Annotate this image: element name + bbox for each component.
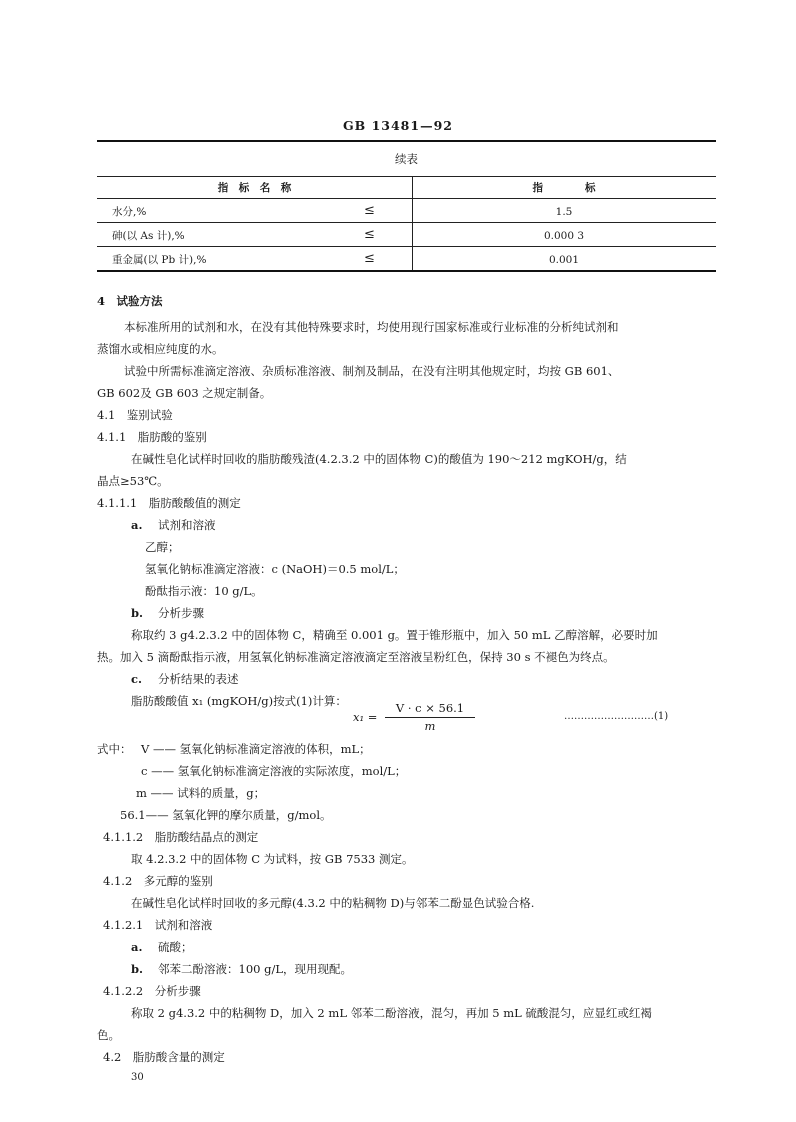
table-bottom-rule xyxy=(97,270,716,272)
item-title: 分析结果的表述 xyxy=(158,672,239,686)
section-4-1-2-1-heading: 4.1.2.1 试剂和溶液 xyxy=(103,918,213,932)
row-1-value: 1.5 xyxy=(555,206,573,218)
section-4-1-2-heading: 4.1.2 多元醇的鉴别 xyxy=(103,874,213,888)
variable-definition: c —— 氢氧化钠标准滴定溶液的实际浓度，mol/L； xyxy=(141,764,407,778)
paragraph-text: 称取约 3 g4.2.3.2 中的固体物 C，精确至 0.001 g。置于锥形瓶中，加入 50 mL 乙醇溶解，必要时加 xyxy=(131,628,658,642)
formula-denominator: m xyxy=(424,719,436,733)
row-2-name: 砷(以 As 计),% xyxy=(112,230,185,242)
table-caption: 续表 xyxy=(395,152,418,166)
variable-definition: V —— 氢氧化钠标准滴定溶液的体积，mL； xyxy=(141,742,371,756)
section-4-1-1-2-heading: 4.1.1.2 脂肪酸结晶点的测定 xyxy=(103,830,259,844)
table-row-rule xyxy=(97,222,716,223)
table-top-rule xyxy=(97,140,716,142)
column-header-name: 指 标 名 称 xyxy=(217,182,292,194)
section-4-1-2-2-heading: 4.1.2.2 分析步骤 xyxy=(103,984,201,998)
item-label-a: a. xyxy=(131,940,143,954)
paragraph-text: 在碱性皂化试样时回收的脂肪酸残渣(4.2.3.2 中的固体物 C)的酸值为 190～212 mgKOH/g，结 xyxy=(131,452,627,466)
section-4-heading: 4 试验方法 xyxy=(97,294,163,308)
standard-code-header: GB 13481—92 xyxy=(343,118,453,133)
paragraph-text: 取 4.2.3.2 中的固体物 C 为试料，按 GB 7533 测定。 xyxy=(131,852,414,866)
table-row-rule xyxy=(97,198,716,199)
row-3-value: 0.001 xyxy=(548,254,580,266)
paragraph-text: GB 602及 GB 603 之规定制备。 xyxy=(97,386,272,400)
variable-definition: m —— 试料的质量，g； xyxy=(136,786,266,800)
table-row-rule xyxy=(97,246,716,247)
row-3-name: 重金属(以 Pb 计),% xyxy=(112,254,207,266)
section-4-1-1-1-heading: 4.1.1.1 脂肪酸酸值的测定 xyxy=(97,496,241,510)
item-label-a: a. xyxy=(131,518,143,532)
paragraph-text: 称取 2 g4.3.2 中的粘稠物 D，加入 2 mL 邻苯二酚溶液，混匀，再加 5 mL 硫酸混匀，应显红或红褐 xyxy=(131,1006,652,1020)
paragraph-text: 热。加入 5 滴酚酞指示液，用氢氧化钠标准滴定溶液滴定至溶液呈粉红色，保持 30 s 不褪色为终点。 xyxy=(97,650,615,664)
paragraph-text: 脂肪酸酸值 x₁ (mgKOH/g)按式(1)计算： xyxy=(131,694,347,708)
item-label-c: c. xyxy=(131,672,143,686)
item-label-b: b. xyxy=(131,962,144,976)
formula-fraction-line xyxy=(385,717,475,718)
row-1-operator: ≤ xyxy=(364,203,375,218)
where-intro: 式中： xyxy=(97,742,132,756)
row-2-operator: ≤ xyxy=(364,227,375,242)
item-title: 分析步骤 xyxy=(158,606,204,620)
paragraph-text: 蒸馏水或相应纯度的水。 xyxy=(97,342,224,356)
row-3-operator: ≤ xyxy=(364,251,375,266)
section-4-1-1-heading: 4.1.1 脂肪酸的鉴别 xyxy=(97,430,207,444)
list-item: 邻苯二酚溶液：100 g/L，现用现配。 xyxy=(158,962,352,976)
reagent-item: 酚酞指示液：10 g/L。 xyxy=(145,584,263,598)
row-2-value: 0.000 3 xyxy=(543,230,585,242)
reagent-item: 氢氧化钠标准滴定溶液：c (NaOH)＝0.5 mol/L； xyxy=(145,562,405,576)
formula-numerator: V · c × 56.1 xyxy=(395,701,465,715)
section-4-1-heading: 4.1 鉴别试验 xyxy=(97,408,173,422)
item-label-b: b. xyxy=(131,606,144,620)
paragraph-text: 晶点≥53℃。 xyxy=(97,474,169,488)
table-header-rule xyxy=(97,176,716,177)
formula-number: ………………………(1) xyxy=(564,711,669,722)
paragraph-text: 本标准所用的试剂和水，在没有其他特殊要求时，均使用现行国家标准或行业标准的分析纯试剂和 xyxy=(124,320,619,334)
paragraph-text: 试验中所需标准滴定溶液、杂质标准溶液、制剂及制品，在没有注明其他规定时，均按 GB 601、 xyxy=(124,364,620,378)
item-title: 试剂和溶液 xyxy=(158,518,216,532)
reagent-item: 乙醇； xyxy=(145,540,180,554)
variable-definition: 56.1—— 氢氧化钾的摩尔质量，g/mol。 xyxy=(120,808,332,822)
page-number: 30 xyxy=(131,1072,144,1083)
paragraph-text: 色。 xyxy=(97,1028,120,1042)
row-1-name: 水分,% xyxy=(112,206,147,218)
column-header-value: 指 标 xyxy=(532,182,596,194)
paragraph-text: 在碱性皂化试样时回收的多元醇(4.3.2 中的粘稠物 D)与邻苯二酚显色试验合格. xyxy=(131,896,535,910)
list-item: 硫酸； xyxy=(158,940,193,954)
formula-lhs: x₁ = xyxy=(353,710,378,724)
section-4-2-heading: 4.2 脂肪酸含量的测定 xyxy=(103,1050,225,1064)
